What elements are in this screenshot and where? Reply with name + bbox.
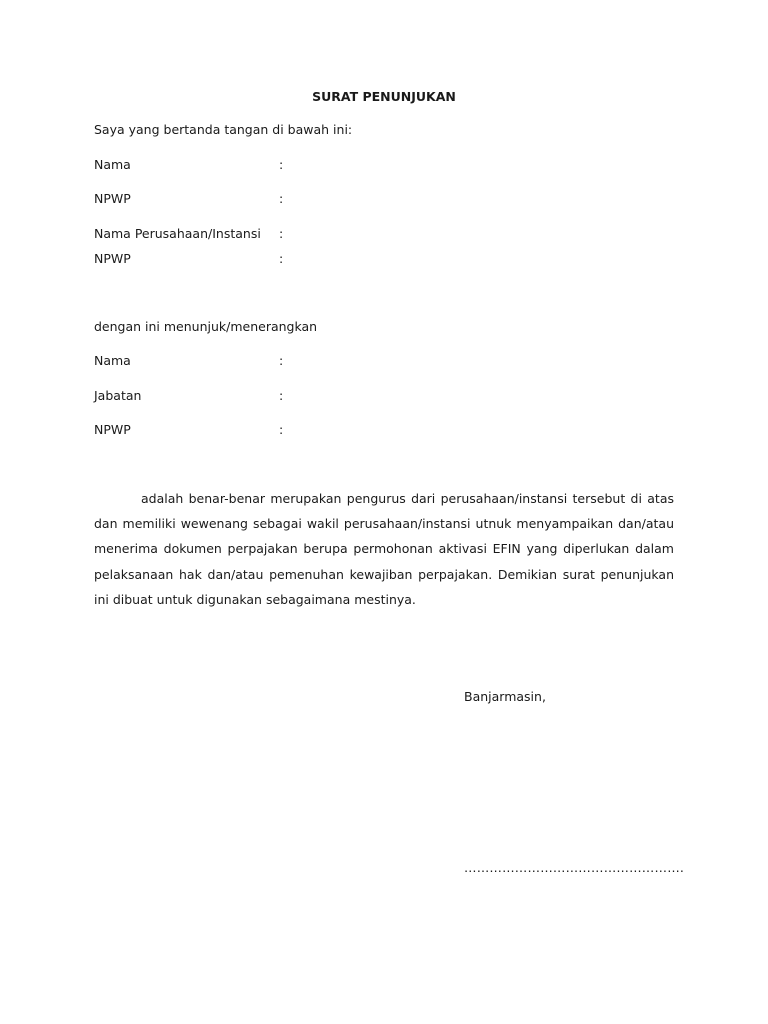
field-label: Nama — [94, 353, 131, 368]
field-label: Jabatan — [94, 388, 142, 403]
intro-text: Saya yang bertanda tangan di bawah ini: — [94, 122, 353, 137]
field-colon: : — [279, 251, 284, 266]
appointee-name-field — [94, 353, 394, 371]
field-colon: : — [279, 388, 284, 403]
body-paragraph: adalah benar-benar merupakan pengurus dari perusahaan/instansi tersebut di atas dan memiliki wewenang sebagai wakil perusahaan/instansi utnuk menyampaikan dan/atau menerima dokumen perpajakan berupa permohonan aktivasi EFIN yang diperlukan dalam pelaksanaan hak dan/atau pemenuhan kewajiban perpajakan. Demikian surat penunjukan ini dibuat untuk digunakan sebagaimana mestinya. — [94, 491, 674, 607]
field-label: Nama — [94, 157, 131, 172]
signatory-npwp-field — [94, 191, 394, 209]
field-label: Nama Perusahaan/Instansi — [94, 226, 261, 241]
signature-line: ……………………………………………. — [464, 860, 685, 875]
place-text: Banjarmasin, — [464, 689, 546, 704]
field-colon: : — [279, 157, 284, 172]
field-colon: : — [279, 191, 284, 206]
field-colon: : — [279, 422, 284, 437]
appointee-npwp-field — [94, 422, 394, 440]
appoint-text: dengan ini menunjuk/menerangkan — [94, 319, 318, 334]
field-label: NPWP — [94, 422, 131, 437]
company-name-field — [94, 226, 394, 244]
document-title: SURAT PENUNJUKAN — [312, 89, 456, 104]
field-label: NPWP — [94, 191, 131, 206]
field-colon: : — [279, 353, 284, 368]
appointee-position-field — [94, 388, 394, 406]
field-colon: : — [279, 226, 284, 241]
field-label: NPWP — [94, 251, 131, 266]
signatory-name-field — [94, 157, 394, 175]
company-npwp-field — [94, 251, 394, 269]
